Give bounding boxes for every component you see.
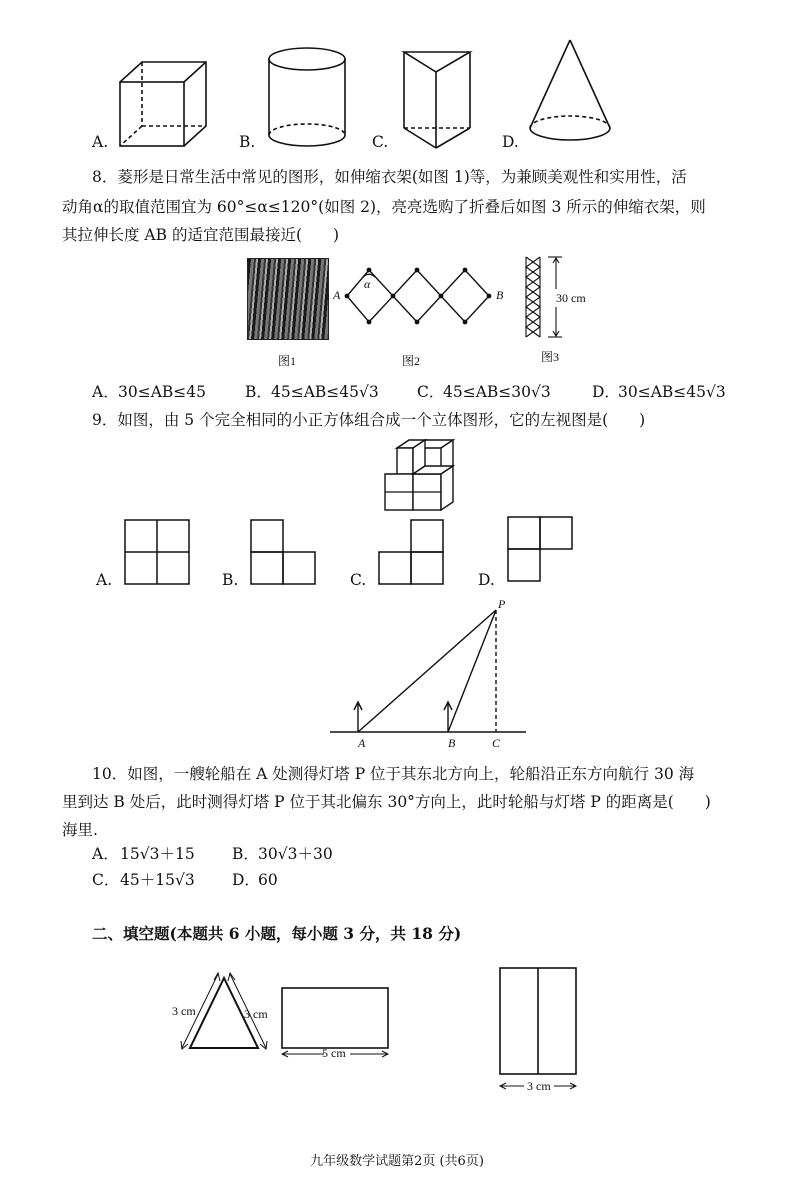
q10-text-line3: 海里. xyxy=(62,821,98,839)
hanger-photo xyxy=(247,258,329,340)
q9-view-c xyxy=(378,519,444,587)
fig1-caption: 图1 xyxy=(278,354,297,368)
cube-icon xyxy=(118,60,210,152)
q9-option-a: A. xyxy=(96,571,113,589)
tall-rectangle-figure xyxy=(498,966,580,1096)
fig2-label-a: A xyxy=(333,288,341,302)
q8-option-b: 45≤AB≤45√3 xyxy=(271,383,379,401)
q9-option-b: B. xyxy=(222,571,239,589)
fig3-caption: 图3 xyxy=(541,350,560,364)
q10-option-c-letter: C． xyxy=(92,871,120,889)
q8-text-line3: 其拉伸长度 AB 的适宜范围最接近( ) xyxy=(62,226,340,244)
q9-option-d: D. xyxy=(478,571,495,589)
q7-option-a: A. xyxy=(92,133,109,151)
point-a-label: A xyxy=(358,736,366,750)
fig2-label-b: B xyxy=(496,288,504,302)
rectangle-width-label: 5 cm xyxy=(322,1046,346,1060)
triangle-left-label: 3 cm xyxy=(172,1004,196,1018)
cone-icon xyxy=(526,38,614,154)
q8-option-b-letter: B． xyxy=(245,383,272,401)
rhombus-chain-figure xyxy=(345,262,495,330)
q10-option-b-letter: B． xyxy=(232,845,259,863)
q10-text-line2: 里到达 B 处后，此时测得灯塔 P 位于其北偏东 30°方向上，此时轮船与灯塔 P 的距离是( ) xyxy=(62,793,711,811)
q7-option-d: D. xyxy=(502,133,519,151)
q9-view-d xyxy=(507,516,573,584)
q8-text-line2: 动角α的取值范围宜为 60°≤α≤120°(如图 2)，亮亮选购了折叠后如图 3 所示的伸缩衣架，则 xyxy=(62,198,706,216)
q8-option-a: 30≤AB≤45 xyxy=(118,383,207,401)
q8-option-d: 30≤AB≤45√3 xyxy=(618,383,726,401)
q9-view-b xyxy=(250,519,316,587)
page-footer: 九年级数学试题第2页 (共6页) xyxy=(310,1154,484,1169)
q10-option-d-letter: D． xyxy=(232,871,260,889)
fig2-label-alpha: α xyxy=(364,277,371,291)
cube-stack-figure xyxy=(382,438,462,514)
fig2-caption: 图2 xyxy=(402,354,421,368)
point-c-label: C xyxy=(492,736,501,750)
q10-option-b: 30√3＋30 xyxy=(258,845,333,863)
q8-option-d-letter: D． xyxy=(592,383,620,401)
q10-option-d: 60 xyxy=(258,871,278,889)
section2-heading: 二、填空题(本题共 6 小题，每小题 3 分，共 18 分) xyxy=(92,924,462,943)
q8-text-line1: 8．菱形是日常生活中常见的图形，如伸缩衣架(如图 1)等，为兼顾美观性和实用性，活 xyxy=(92,168,687,186)
q10-option-c: 45＋15√3 xyxy=(120,871,195,889)
q7-option-c: C. xyxy=(372,133,389,151)
q10-option-a: 15√3＋15 xyxy=(120,845,195,863)
triangle-right-label: 3 cm xyxy=(244,1007,268,1021)
q9-option-c: C. xyxy=(350,571,367,589)
q8-option-c: 45≤AB≤30√3 xyxy=(443,383,551,401)
tall-rectangle-width-label: 3 cm xyxy=(527,1079,551,1093)
q10-option-a-letter: A． xyxy=(92,845,119,863)
point-b-label: B xyxy=(448,736,456,750)
lighthouse-geometry-figure xyxy=(330,600,530,750)
fig3-length-label: 30 cm xyxy=(556,291,586,305)
q10-text-line1: 10．如图，一艘轮船在 A 处测得灯塔 P 位于其东北方向上，轮船沿正东方向航行 30 海 xyxy=(92,765,695,783)
q8-option-c-letter: C． xyxy=(417,383,445,401)
q9-view-a xyxy=(124,519,190,587)
q9-text: 9．如图，由 5 个完全相同的小正方体组合成一个立体图形，它的左视图是( ) xyxy=(92,411,646,429)
q8-option-a-letter: A． xyxy=(92,383,119,401)
triangular-prism-icon xyxy=(400,46,476,150)
q7-option-b: B. xyxy=(239,133,256,151)
cylinder-icon xyxy=(266,45,350,155)
point-p-label: P xyxy=(498,597,506,611)
